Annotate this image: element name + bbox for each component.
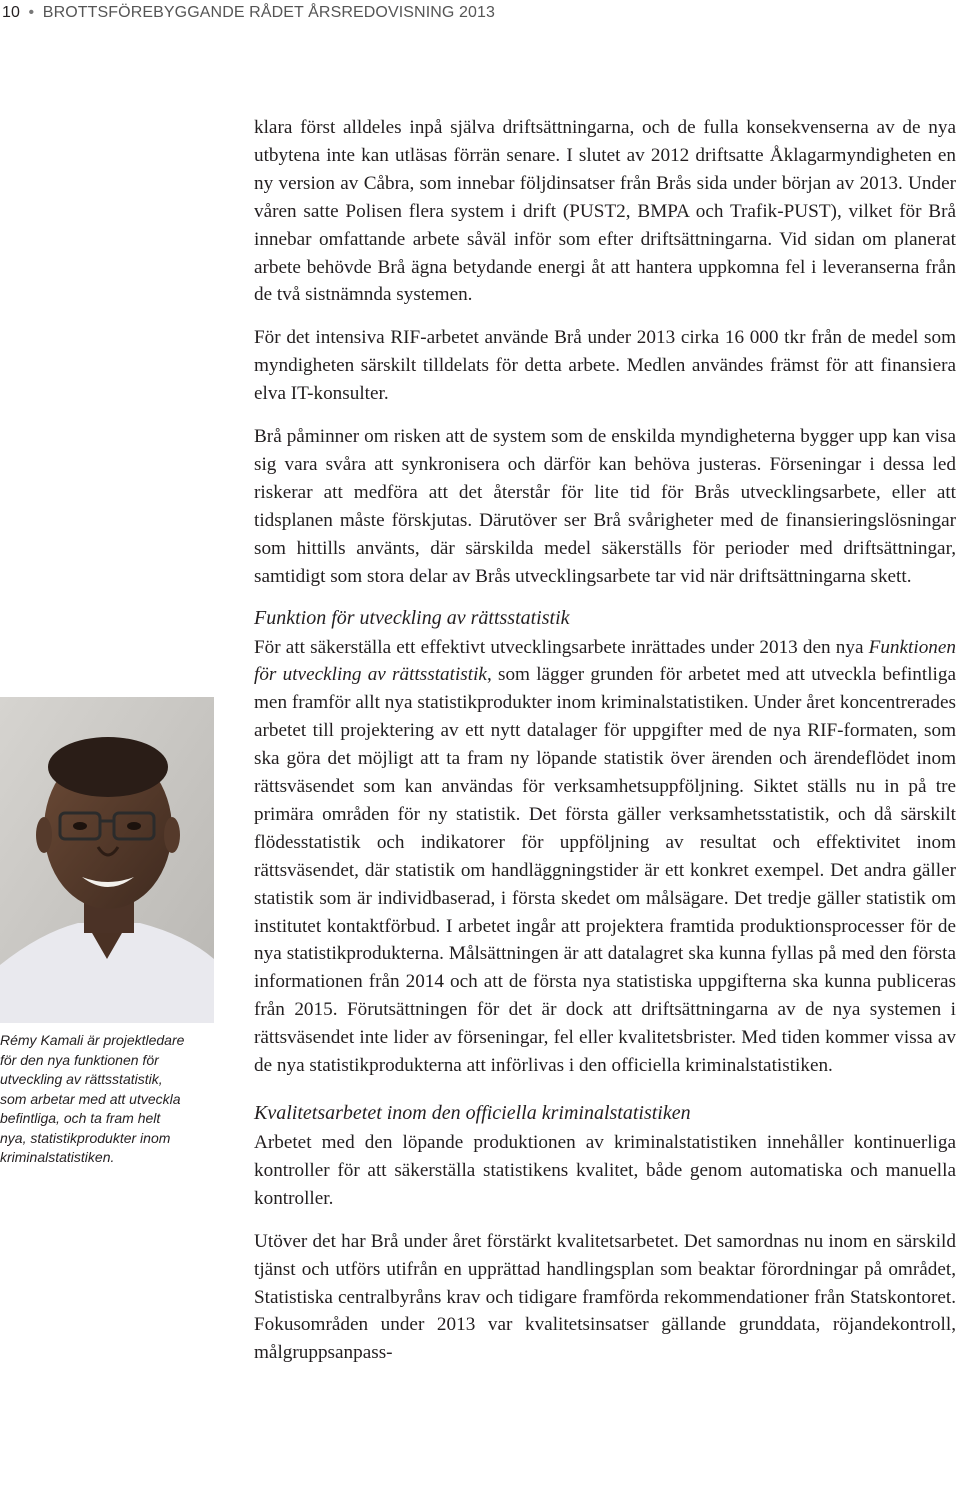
section-heading-funktion: Funktion för utveckling av rättsstatistik: [254, 606, 570, 629]
paragraph-risk: Brå påminner om risken att de system som de enskilda myndigheterna bygger upp kan visa sig vara svåra att synkronisera och därför kan behöva justeras. Förseningar i dessa led riskerar att medföra att det återstår för lite tid för Brås utvecklingsarbete, eller att tidsplanen måste förskjutas. Därutöver ser Brå svårigheter med de finansieringslösningar som hittills använts, där särskilda medel säkerställs för perioder med driftsättningar, samtidigt som stora delar av Brås utvecklingsarbete tar vid när driftsättningarna skett.: [254, 426, 956, 587]
paragraph-rif-kostnad: För det intensiva RIF-arbetet använde Brå under 2013 cirka 16 000 tkr från de medel som myndigheten särskilt tilldelats för detta arbete. Medlen användes främst för att finansiera elva IT-konsulter.: [254, 327, 956, 405]
header-separator: •: [28, 4, 35, 21]
portrait-illustration: [0, 697, 214, 1023]
paragraph-kvalitetsarbete: Utöver det har Brå under året förstärkt kvalitetsarbetet. Det samordnas nu inom en särskild tjänst och utförs utifrån en upprättad handlingsplan som beaktar förordningar på området, Statistiska centralbyråns krav och tidigare framförda rekommendationer från Statskontoret. Fokusområden under 2013 var kvalitetsinsatser gällande grunddata, röjandekontroll, målgruppsanpass-: [254, 1230, 956, 1364]
caption-line: Rémy Kamali är projektledare: [0, 1032, 185, 1048]
caption-line: utveckling av rättsstatistik,: [0, 1071, 163, 1087]
caption-line: för den nya funktionen för: [0, 1051, 159, 1068]
caption-line: som arbetar med att utveckla: [0, 1090, 181, 1107]
paragraph-funktion-start: För att säkerställa ett effektivt utvecklingsarbete inrättades under 2013 den nya: [254, 636, 869, 658]
caption-line: befintliga, och ta fram helt: [0, 1110, 161, 1126]
paragraph-funktion-rest: , som lägger grunden för arbetet med att utveckla befintliga men framför allt nya statistikprodukter inom kriminalstatistiken. Under året koncentrerades arbetet till projektering av ett nytt datalager för uppgifter med de nya RIF-formaten, som ska göra det möjligt att ta fram ny löpande statistik över ärenden och ärendeflödet inom rättsväsendet som kan användas för verksamhetsuppföljning. Siktet ställs nu in på tre primära områden för ny statistik. Det första gäller verksamhetsstatistik, och då särskilt flödesstatistik och indikatorer för uppföljning av resultat och effektivitet inom rättsväsendet, där statistik om handläggningstider är ett konkret exempel. Det andra gäller statistik som är individbaserad, i första skedet om målsägare. Det tredje gäller statistik om institutet kontaktförbud. I arbetet ingår att projektera framtida produktionsprocesser för de nya statistikprodukterna. Målsättningen är att datalagret ska kunna fyllas på med den första informationen från 2014 och att de första nya statistiska uppgifterna ska kunna publiceras från 2015. Förutsättningen för det är dock att driftsättningarna av de nya systemen i rättsväsendet inte lider av förseningar, fel eller kvalitetsbrister. Med tiden kommer vissa av de nya statistikprodukterna att införlivas i den officiella kriminalstatistiken.: [254, 664, 956, 1077]
caption-line: kriminalstatistiken.: [0, 1149, 115, 1165]
page-number: 10: [2, 4, 20, 21]
funktion-name-italic: Funktionen för utveckling av rättsstatistik: [254, 636, 956, 686]
paragraph-driftsattningar: klara först alldeles inpå själva driftsättningarna, och de fulla konsekvenserna av de nya utbytena inte kan utläsas förrän senare. I slutet av 2012 driftsatte Åklagarmyndigheten en ny version av Cåbra, som innebar följdinsatser från Brås sida under början av 2013. Under våren satte Polisen flera system i drift (PUST2, BMPA och Trafik-PUST), vilket för Brå innebar omfattande arbete såväl inför som efter driftsättningarna. Vid sidan om planerat arbete behövde Brå ägna betydande energi åt att hantera uppkomna fel i leveranserna från de två sistnämnda systemen.: [254, 117, 956, 306]
header-title: BROTTSFÖREBYGGANDE RÅDET ÅRSREDOVISNING 2013: [42, 4, 496, 21]
section-heading-kvalitet: Kvalitetsarbetet inom den officiella kriminalstatistiken: [254, 1102, 691, 1124]
photo-caption: [0, 1031, 224, 1168]
running-header: [2, 4, 495, 22]
paragraph-lopande-produktion: Arbetet med den löpande produktionen av kriminalstatistiken innehåller kontinuerliga kontroller för att säkerställa statistikens kvalitet, både genom automatiska och manuella kontroller.: [254, 1132, 956, 1209]
paragraph-funktion: [254, 634, 956, 1081]
main-text-column: [254, 114, 956, 1367]
caption-line: nya, statistikprodukter inom: [0, 1129, 171, 1146]
portrait-photo: [0, 697, 214, 1023]
